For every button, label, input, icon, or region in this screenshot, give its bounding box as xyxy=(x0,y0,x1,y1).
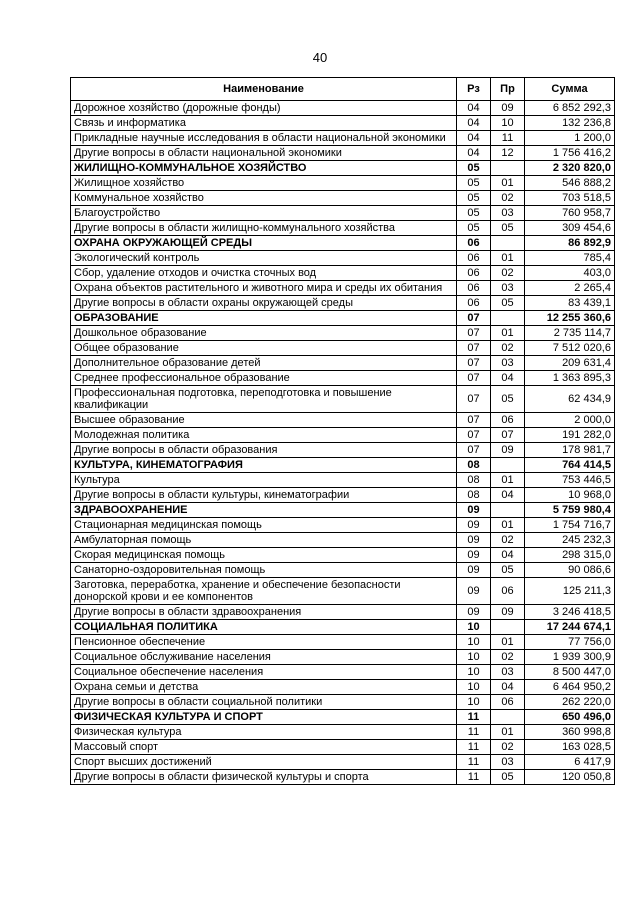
cell-name: Профессиональная подготовка, переподготовка и повышение квалификации xyxy=(71,386,457,413)
cell-rz: 07 xyxy=(457,311,491,326)
cell-rz: 09 xyxy=(457,533,491,548)
section-row xyxy=(71,458,615,473)
section-row xyxy=(71,311,615,326)
cell-name: Другие вопросы в области образования xyxy=(71,443,457,458)
table-row xyxy=(71,101,615,116)
cell-pr: 01 xyxy=(491,176,525,191)
cell-rz: 07 xyxy=(457,341,491,356)
cell-rz: 09 xyxy=(457,503,491,518)
cell-name: Дополнительное образование детей xyxy=(71,356,457,371)
cell-rz: 06 xyxy=(457,236,491,251)
table-row xyxy=(71,326,615,341)
cell-rz: 09 xyxy=(457,605,491,620)
cell-pr: 01 xyxy=(491,473,525,488)
cell-pr: 06 xyxy=(491,413,525,428)
cell-sum: 764 414,5 xyxy=(525,458,615,473)
cell-pr: 05 xyxy=(491,221,525,236)
cell-sum: 2 265,4 xyxy=(525,281,615,296)
cell-rz: 11 xyxy=(457,710,491,725)
cell-rz: 08 xyxy=(457,488,491,503)
cell-sum: 262 220,0 xyxy=(525,695,615,710)
cell-name: Заготовка, переработка, хранение и обеспечение безопасности донорской крови и ее компонентов xyxy=(71,578,457,605)
cell-sum: 90 086,6 xyxy=(525,563,615,578)
column-header-sum: Сумма xyxy=(525,78,615,101)
cell-name: Другие вопросы в области культуры, кинематографии xyxy=(71,488,457,503)
cell-sum: 17 244 674,1 xyxy=(525,620,615,635)
cell-pr xyxy=(491,710,525,725)
cell-sum: 125 211,3 xyxy=(525,578,615,605)
cell-rz: 10 xyxy=(457,635,491,650)
cell-pr: 11 xyxy=(491,131,525,146)
cell-name: Другие вопросы в области жилищно-коммунального хозяйства xyxy=(71,221,457,236)
cell-pr xyxy=(491,458,525,473)
cell-name: Другие вопросы в области социальной политики xyxy=(71,695,457,710)
section-row xyxy=(71,161,615,176)
cell-sum: 86 892,9 xyxy=(525,236,615,251)
cell-rz: 09 xyxy=(457,518,491,533)
cell-name: Коммунальное хозяйство xyxy=(71,191,457,206)
cell-sum: 1 754 716,7 xyxy=(525,518,615,533)
table-row xyxy=(71,650,615,665)
cell-name: Скорая медицинская помощь xyxy=(71,548,457,563)
cell-name: Стационарная медицинская помощь xyxy=(71,518,457,533)
cell-sum: 2 735 114,7 xyxy=(525,326,615,341)
cell-pr: 07 xyxy=(491,428,525,443)
cell-sum: 1 756 416,2 xyxy=(525,146,615,161)
table-row xyxy=(71,206,615,221)
cell-rz: 06 xyxy=(457,296,491,311)
cell-rz: 05 xyxy=(457,161,491,176)
cell-pr: 12 xyxy=(491,146,525,161)
budget-table xyxy=(70,77,615,785)
cell-name: Массовый спорт xyxy=(71,740,457,755)
cell-rz: 10 xyxy=(457,665,491,680)
table-row xyxy=(71,413,615,428)
cell-pr: 03 xyxy=(491,665,525,680)
cell-pr xyxy=(491,161,525,176)
cell-name: Дошкольное образование xyxy=(71,326,457,341)
cell-name: Жилищное хозяйство xyxy=(71,176,457,191)
cell-sum: 83 439,1 xyxy=(525,296,615,311)
cell-sum: 1 200,0 xyxy=(525,131,615,146)
cell-pr: 04 xyxy=(491,680,525,695)
cell-name: Сбор, удаление отходов и очистка сточных вод xyxy=(71,266,457,281)
cell-pr: 05 xyxy=(491,296,525,311)
cell-rz: 05 xyxy=(457,206,491,221)
cell-sum: 403,0 xyxy=(525,266,615,281)
cell-sum: 785,4 xyxy=(525,251,615,266)
cell-pr: 02 xyxy=(491,740,525,755)
table-row xyxy=(71,428,615,443)
cell-rz: 07 xyxy=(457,386,491,413)
cell-rz: 09 xyxy=(457,563,491,578)
table-row xyxy=(71,281,615,296)
table-row xyxy=(71,176,615,191)
cell-name: Охрана семьи и детства xyxy=(71,680,457,695)
column-header-pr: Пр xyxy=(491,78,525,101)
cell-pr: 03 xyxy=(491,755,525,770)
table-row xyxy=(71,473,615,488)
section-row xyxy=(71,236,615,251)
table-row xyxy=(71,740,615,755)
cell-sum: 546 888,2 xyxy=(525,176,615,191)
cell-sum: 62 434,9 xyxy=(525,386,615,413)
cell-sum: 1 939 300,9 xyxy=(525,650,615,665)
cell-sum: 7 512 020,6 xyxy=(525,341,615,356)
table-row xyxy=(71,356,615,371)
cell-sum: 753 446,5 xyxy=(525,473,615,488)
cell-pr xyxy=(491,503,525,518)
column-header-name: Наименование xyxy=(71,78,457,101)
page-number: 40 xyxy=(312,50,328,65)
cell-rz: 04 xyxy=(457,131,491,146)
cell-sum: 5 759 980,4 xyxy=(525,503,615,518)
cell-pr: 04 xyxy=(491,548,525,563)
cell-pr: 05 xyxy=(491,563,525,578)
cell-name: Санаторно-оздоровительная помощь xyxy=(71,563,457,578)
cell-rz: 07 xyxy=(457,326,491,341)
cell-pr xyxy=(491,311,525,326)
cell-rz: 05 xyxy=(457,176,491,191)
cell-sum: 650 496,0 xyxy=(525,710,615,725)
cell-pr: 05 xyxy=(491,386,525,413)
table-row xyxy=(71,680,615,695)
cell-name: Прикладные научные исследования в области национальной экономики xyxy=(71,131,457,146)
cell-sum: 8 500 447,0 xyxy=(525,665,615,680)
table-row xyxy=(71,605,615,620)
cell-name: ОБРАЗОВАНИЕ xyxy=(71,311,457,326)
cell-name: Социальное обеспечение населения xyxy=(71,665,457,680)
cell-name: Среднее профессиональное образование xyxy=(71,371,457,386)
table-row xyxy=(71,116,615,131)
table-row xyxy=(71,191,615,206)
cell-rz: 06 xyxy=(457,266,491,281)
cell-sum: 2 320 820,0 xyxy=(525,161,615,176)
cell-sum: 3 246 418,5 xyxy=(525,605,615,620)
cell-name: Дорожное хозяйство (дорожные фонды) xyxy=(71,101,457,116)
table-row xyxy=(71,548,615,563)
table-row xyxy=(71,533,615,548)
table-row xyxy=(71,563,615,578)
section-row xyxy=(71,503,615,518)
table-row xyxy=(71,695,615,710)
cell-pr: 04 xyxy=(491,371,525,386)
cell-pr: 02 xyxy=(491,341,525,356)
cell-sum: 2 000,0 xyxy=(525,413,615,428)
table-row xyxy=(71,221,615,236)
table-row xyxy=(71,725,615,740)
cell-name: СОЦИАЛЬНАЯ ПОЛИТИКА xyxy=(71,620,457,635)
cell-pr: 09 xyxy=(491,605,525,620)
cell-rz: 07 xyxy=(457,356,491,371)
cell-rz: 07 xyxy=(457,371,491,386)
cell-rz: 09 xyxy=(457,548,491,563)
cell-name: Пенсионное обеспечение xyxy=(71,635,457,650)
cell-sum: 1 363 895,3 xyxy=(525,371,615,386)
table-row xyxy=(71,488,615,503)
cell-name: Амбулаторная помощь xyxy=(71,533,457,548)
cell-rz: 10 xyxy=(457,620,491,635)
table-row xyxy=(71,770,615,785)
cell-sum: 245 232,3 xyxy=(525,533,615,548)
cell-sum: 760 958,7 xyxy=(525,206,615,221)
cell-sum: 360 998,8 xyxy=(525,725,615,740)
table-row xyxy=(71,665,615,680)
cell-sum: 132 236,8 xyxy=(525,116,615,131)
cell-rz: 04 xyxy=(457,116,491,131)
cell-sum: 178 981,7 xyxy=(525,443,615,458)
cell-pr: 02 xyxy=(491,191,525,206)
table-row xyxy=(71,386,615,413)
cell-sum: 163 028,5 xyxy=(525,740,615,755)
cell-rz: 07 xyxy=(457,443,491,458)
cell-rz: 06 xyxy=(457,251,491,266)
table-body xyxy=(71,101,615,785)
cell-sum: 191 282,0 xyxy=(525,428,615,443)
cell-sum: 77 756,0 xyxy=(525,635,615,650)
table-row xyxy=(71,266,615,281)
section-row xyxy=(71,710,615,725)
table-row xyxy=(71,635,615,650)
cell-rz: 07 xyxy=(457,428,491,443)
cell-name: Другие вопросы в области здравоохранения xyxy=(71,605,457,620)
cell-pr: 06 xyxy=(491,695,525,710)
table-row xyxy=(71,755,615,770)
cell-pr: 01 xyxy=(491,725,525,740)
cell-pr: 10 xyxy=(491,116,525,131)
cell-pr: 01 xyxy=(491,326,525,341)
cell-sum: 209 631,4 xyxy=(525,356,615,371)
table-row xyxy=(71,296,615,311)
cell-name: Другие вопросы в области охраны окружающей среды xyxy=(71,296,457,311)
cell-pr: 09 xyxy=(491,443,525,458)
cell-sum: 309 454,6 xyxy=(525,221,615,236)
cell-rz: 10 xyxy=(457,680,491,695)
cell-rz: 05 xyxy=(457,191,491,206)
cell-rz: 08 xyxy=(457,473,491,488)
cell-rz: 10 xyxy=(457,695,491,710)
cell-pr: 09 xyxy=(491,101,525,116)
cell-sum: 6 852 292,3 xyxy=(525,101,615,116)
table-row xyxy=(71,146,615,161)
cell-sum: 10 968,0 xyxy=(525,488,615,503)
cell-pr: 06 xyxy=(491,578,525,605)
cell-name: Другие вопросы в области физической культуры и спорта xyxy=(71,770,457,785)
cell-pr: 03 xyxy=(491,206,525,221)
cell-pr xyxy=(491,620,525,635)
table-row xyxy=(71,251,615,266)
cell-name: ЗДРАВООХРАНЕНИЕ xyxy=(71,503,457,518)
cell-rz: 05 xyxy=(457,221,491,236)
cell-name: ЖИЛИЩНО-КОММУНАЛЬНОЕ ХОЗЯЙСТВО xyxy=(71,161,457,176)
cell-pr: 02 xyxy=(491,533,525,548)
cell-name: Социальное обслуживание населения xyxy=(71,650,457,665)
cell-pr: 03 xyxy=(491,281,525,296)
cell-pr: 02 xyxy=(491,650,525,665)
cell-sum: 6 464 950,2 xyxy=(525,680,615,695)
cell-name: Охрана объектов растительного и животного мира и среды их обитания xyxy=(71,281,457,296)
cell-name: Физическая культура xyxy=(71,725,457,740)
cell-name: Культура xyxy=(71,473,457,488)
column-header-rz: Рз xyxy=(457,78,491,101)
cell-sum: 703 518,5 xyxy=(525,191,615,206)
cell-pr: 01 xyxy=(491,518,525,533)
cell-pr: 01 xyxy=(491,251,525,266)
table-row xyxy=(71,131,615,146)
cell-name: ФИЗИЧЕСКАЯ КУЛЬТУРА И СПОРТ xyxy=(71,710,457,725)
cell-rz: 08 xyxy=(457,458,491,473)
cell-pr: 05 xyxy=(491,770,525,785)
cell-rz: 07 xyxy=(457,413,491,428)
table-row xyxy=(71,518,615,533)
table-row xyxy=(71,578,615,605)
cell-name: Связь и информатика xyxy=(71,116,457,131)
section-row xyxy=(71,620,615,635)
cell-pr: 03 xyxy=(491,356,525,371)
cell-name: Общее образование xyxy=(71,341,457,356)
cell-name: ОХРАНА ОКРУЖАЮЩЕЙ СРЕДЫ xyxy=(71,236,457,251)
cell-rz: 04 xyxy=(457,146,491,161)
cell-sum: 6 417,9 xyxy=(525,755,615,770)
cell-name: Молодежная политика xyxy=(71,428,457,443)
cell-rz: 11 xyxy=(457,770,491,785)
table-row xyxy=(71,443,615,458)
cell-name: КУЛЬТУРА, КИНЕМАТОГРАФИЯ xyxy=(71,458,457,473)
table-row xyxy=(71,371,615,386)
cell-name: Другие вопросы в области национальной экономики xyxy=(71,146,457,161)
table-header-row xyxy=(71,78,615,101)
cell-pr: 04 xyxy=(491,488,525,503)
cell-rz: 10 xyxy=(457,650,491,665)
cell-sum: 298 315,0 xyxy=(525,548,615,563)
cell-pr xyxy=(491,236,525,251)
cell-rz: 11 xyxy=(457,755,491,770)
cell-sum: 120 050,8 xyxy=(525,770,615,785)
table-row xyxy=(71,341,615,356)
cell-rz: 04 xyxy=(457,101,491,116)
cell-name: Экологический контроль xyxy=(71,251,457,266)
cell-pr: 01 xyxy=(491,635,525,650)
cell-rz: 06 xyxy=(457,281,491,296)
cell-name: Спорт высших достижений xyxy=(71,755,457,770)
cell-rz: 11 xyxy=(457,740,491,755)
cell-rz: 09 xyxy=(457,578,491,605)
cell-pr: 02 xyxy=(491,266,525,281)
cell-sum: 12 255 360,6 xyxy=(525,311,615,326)
cell-rz: 11 xyxy=(457,725,491,740)
cell-name: Благоустройство xyxy=(71,206,457,221)
cell-name: Высшее образование xyxy=(71,413,457,428)
